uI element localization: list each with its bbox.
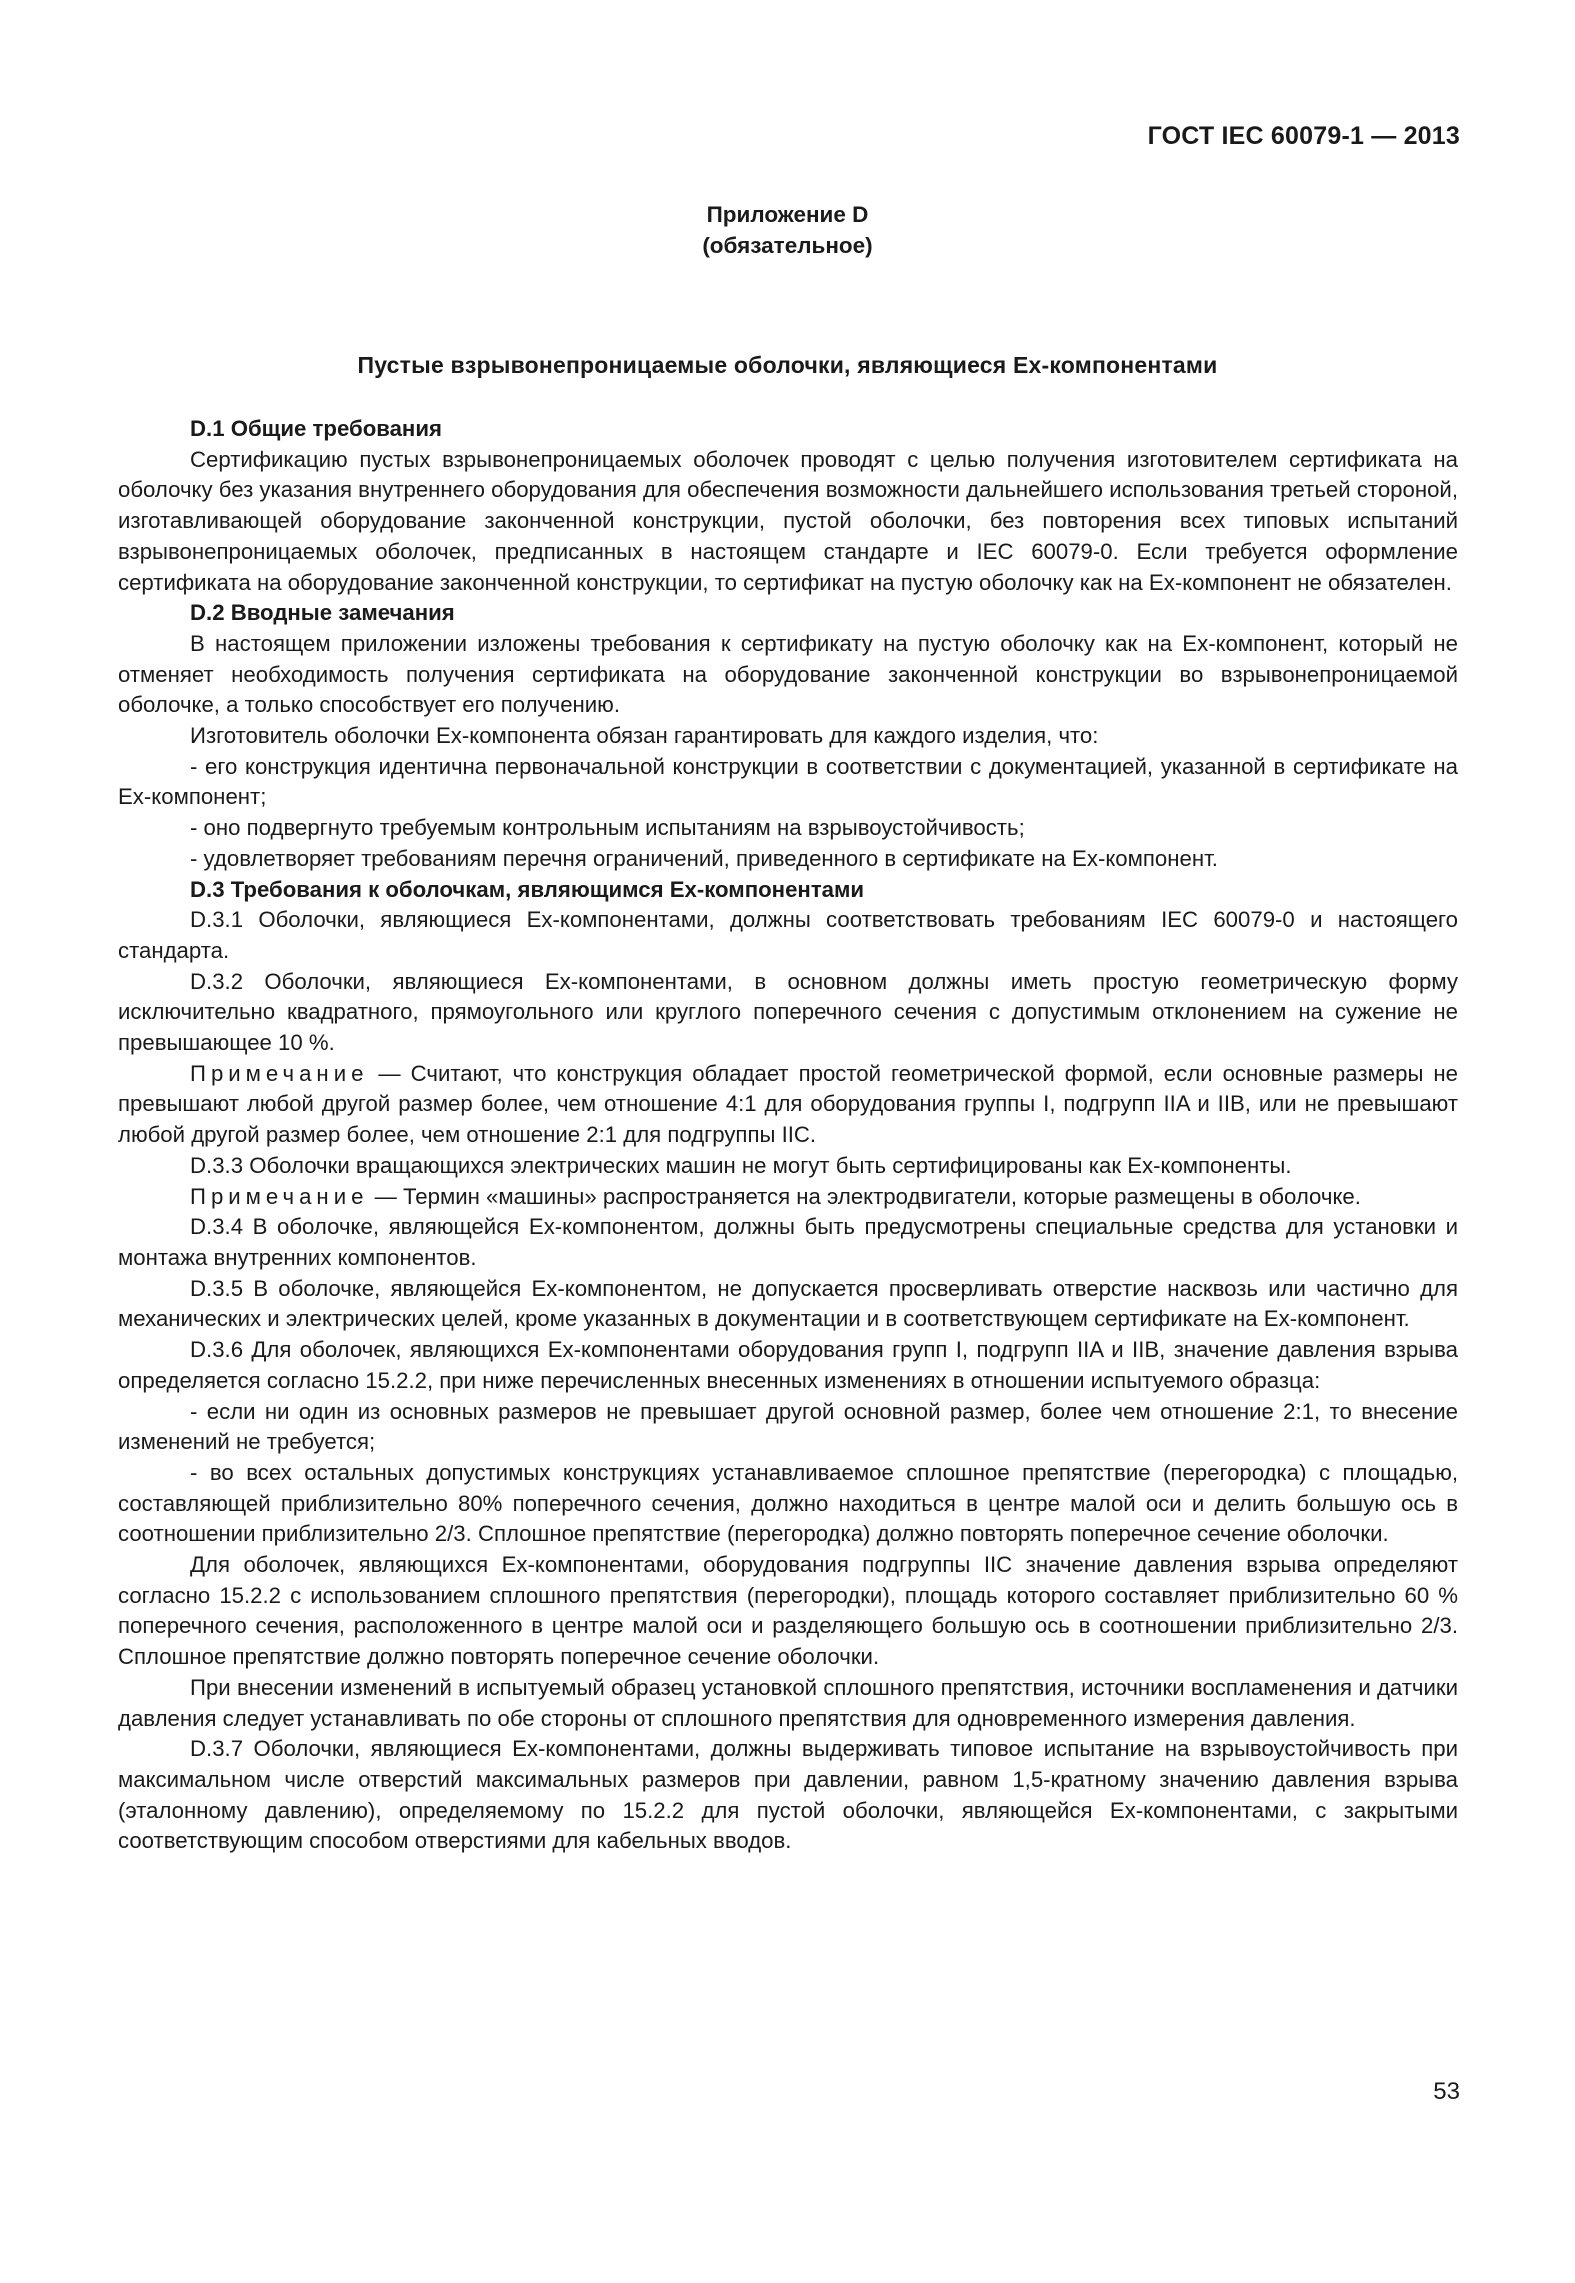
document-title: Пустые взрывонепроницаемые оболочки, являющиеся Ex-компонентами xyxy=(357,352,1218,378)
paragraph: В настоящем приложении изложены требования к сертификату на пустую оболочку как на Ex-компонент, который не отменяет необходимость получения сертификата на оборудование законченной конструкции во взрывонепроницаемой оболочке, а только способствует его получению. xyxy=(118,630,1458,718)
section-heading-d2: D.2 Вводные замечания xyxy=(190,600,455,626)
annex-heading xyxy=(0,199,1575,261)
note xyxy=(118,1182,1458,1213)
paragraph: D.3.3 Оболочки вращающихся электрических машин не могут быть сертифицированы как Ex-компоненты. xyxy=(190,1152,1292,1178)
note-text: — Считают, что конструкция обладает простой геометрической формой, если основные размеры не превышают любой другой размер более, чем отношение 4:1 для оборудования группы I, подгрупп IIA и IIB, или не превышают любой другой размер более, чем отношение 2:1 для подгруппы IIC. xyxy=(118,1060,1458,1148)
note xyxy=(118,1059,1458,1151)
section-heading-d3: D.3 Требования к оболочкам, являющимся Ex-компонентами xyxy=(190,876,865,902)
list-item: - если ни один из основных размеров не превышает другой основной размер, более чем отношение 2:1, то внесение изменений не требуется; xyxy=(118,1398,1458,1455)
paragraph: Сертификацию пустых взрывонепроницаемых оболочек проводят с целью получения изготовителем сертификата на оболочку без указания внутреннего оборудования для обеспечения возможности дальнейшего использования третьей стороной, изготавливающей оборудование законченной конструкции, пустой оболочки, без повторения всех типовых испытаний взрывонепроницаемых оболочек, предписанных в настоящем стандарте и IEC 60079-0. Если требуется оформление сертификата на оборудование законченной конструкции, то сертификат на пустую оболочку как на Ex-компонент не обязателен. xyxy=(118,446,1458,595)
note-label: Примечание xyxy=(190,1183,369,1209)
section-heading-d1: D.1 Общие требования xyxy=(190,416,442,441)
list-item: - его конструкция идентична первоначальной конструкции в соответствии с документацией, указанной в сертификате на Ex-компонент; xyxy=(118,753,1458,810)
note-text: — Термин «машины» распространяется на электродвигатели, которые размещены в оболочке. xyxy=(368,1183,1361,1209)
paragraph: При внесении изменений в испытуемый образец установкой сплошного препятствия, источники воспламенения и датчики давления следует устанавливать по обе стороны от сплошного препятствия для одновременного измерения давления. xyxy=(118,1674,1458,1731)
paragraph: D.3.7 Оболочки, являющиеся Ex-компонентами, должны выдерживать типовое испытание на взрывоустойчивость при максимальном числе отверстий максимальных размеров при давлении, равном 1,5-кратному значению давления взрыва (эталонному давлению), определяемому по 15.2.2 для пустой оболочки, являющейся Ex-компонентами, с закрытыми соответствующим способом отверстиями для кабельных вводов. xyxy=(118,1736,1458,1854)
paragraph: D.3.6 Для оболочек, являющихся Ex-компонентами оборудования групп I, подгрупп IIA и IIB, значение давления взрыва определяется согласно 15.2.2, при ниже перечисленных внесенных изменениях в отношении испытуемого образца: xyxy=(118,1337,1458,1393)
annex-status: (обязательное) xyxy=(702,233,873,258)
paragraph: D.3.2 Оболочки, являющиеся Ex-компонентами, в основном должны иметь простую геометрическую форму исключительно квадратного, прямоугольного или круглого поперечного сечения с допустимым отклонением на сужение не превышающее 10 %. xyxy=(118,968,1458,1056)
annex-title: Приложение D xyxy=(706,202,869,227)
body-text xyxy=(118,414,1458,1857)
paragraph: Изготовитель оболочки Ex-компонента обязан гарантировать для каждого изделия, что: xyxy=(190,723,1099,749)
list-item: - во всех остальных допустимых конструкциях устанавливаемое сплошное препятствие (перегородка) с площадью, составляющей приблизительно 80% поперечного сечения, должно находиться в центре малой оси и делить большую ось в соотношении приблизительно 2/3. Сплошное препятствие (перегородка) должно повторять поперечное сечение оболочки. xyxy=(118,1459,1458,1547)
standard-header: ГОСТ IEC 60079-1 — 2013 xyxy=(1147,122,1460,150)
paragraph: Для оболочек, являющихся Ex-компонентами, оборудования подгруппы IIC значение давления взрыва определяют согласно 15.2.2 с использованием сплошного препятствия (перегородки), площадь которого составляет приблизительно 60 % поперечного сечения, расположенного в центре малой оси и разделяющего большую ось в соотношении приблизительно 2/3. Сплошное препятствие должно повторять поперечное сечение оболочки. xyxy=(118,1552,1458,1670)
paragraph: D.3.5 В оболочке, являющейся Ex-компонентом, не допускается просверливать отверстие насквозь или частично для механических и электрических целей, кроме указанных в документации и в соответствующем сертификате на Ex-компонент. xyxy=(118,1275,1458,1332)
note-label: Примечание xyxy=(190,1060,369,1086)
paragraph: D.3.1 Оболочки, являющиеся Ex-компонентами, должны соответствовать требованиям IEC 60079-0 и настоящего стандарта. xyxy=(118,907,1458,963)
list-item: - удовлетворяет требованиям перечня ограничений, приведенного в сертификате на Ex-компонент. xyxy=(190,845,1218,871)
list-item: - оно подвергнуто требуемым контрольным испытаниям на взрывоустойчивость; xyxy=(190,815,1025,841)
page-number: 53 xyxy=(1433,2078,1460,2105)
paragraph: D.3.4 В оболочке, являющейся Ex-компонентом, должны быть предусмотрены специальные средства для установки и монтажа внутренних компонентов. xyxy=(118,1214,1458,1270)
